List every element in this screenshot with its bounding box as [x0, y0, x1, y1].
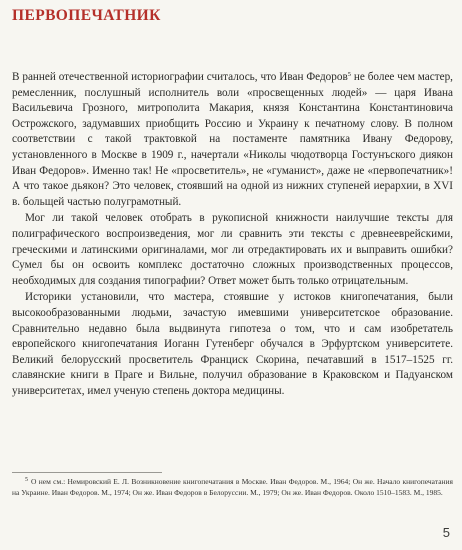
paragraph-1-text-end: не более чем мастер, ремесленник, послушный исполнитель воли «просвещенных людей» — царя Ивана Васильевича Грозного, митрополита Макария, князя Константина Константиновича Острожского, задумавших приобщить Россию и Украину к печатному слову. В полном соответствии с такой трактовкой на постаменте памятника Ивану Федорову, установленного в Москве в 1909 г., начертали «Николы чюдотворца Гостунъского диякон Иван Федоров». Именно так! Не «просветитель», не «гуманист», даже не «первопечатник»! А что такое дьякон? Это человек, стоявший на одной из нижних ступеней иерархии, в XVI в. больщей частью полуграмотный.	[12, 71, 453, 208]
footnote-number: 5	[25, 477, 28, 483]
paragraph-1-text-start: В ранней отечественной историографии считалось, что Иван Федоров	[12, 71, 348, 83]
footnote-divider	[12, 472, 162, 473]
paragraph-3: Историки установили, что мастера, стоявшие у истоков книгопечатания, были высокообразованными людьми, зачастую имевшими университетское образование. Сравнительно недавно была выдвинута гипотеза о том, что и сам изобретатель европейского книгопечатания Иоганн Гутенберг обучался в Эрфуртском университете. Великий белорусский просветитель Франциск Скорина, печатавший в 1517–1525 гг. славянские книги в Праге и Вильне, получил образование в Краковском и Падуанском университетах, имел ученую степень доктора медицины.	[12, 291, 453, 397]
paragraph-1	[12, 70, 453, 210]
running-head-title: ПЕРВОПЕЧАТНИК	[12, 7, 161, 24]
page-number: 5	[442, 525, 450, 540]
footnote	[12, 477, 453, 498]
paragraph-2: Мог ли такой человек отобрать в рукописной книжности наилучшие тексты для полиграфического воспроизведения, мог ли сравнить эти тексты с древнееврейскими, греческими и латинскими оригиналами, мог ли отредактировать их и выправить ошибки? Сумел бы он освоить комплекс достаточно сложных производственных процессов, необходимых для создания типографии? Ответ может быть только отрицательным.	[12, 212, 453, 287]
body-text	[12, 70, 453, 399]
footnote-reference[interactable]: 5	[347, 71, 351, 78]
footnote-text: О нем см.: Немировский Е. Л. Возникновение книгопечатания в Москве. Иван Федоров. М., 1964; Он же. Начало книгопечатания на Украине. Иван Федоров. М., 1974; Он же. Иван Федоров в Белоруссии. М., 1979; Он же. Иван Федоров. Около 1510–1583. М., 1985.	[12, 477, 453, 497]
